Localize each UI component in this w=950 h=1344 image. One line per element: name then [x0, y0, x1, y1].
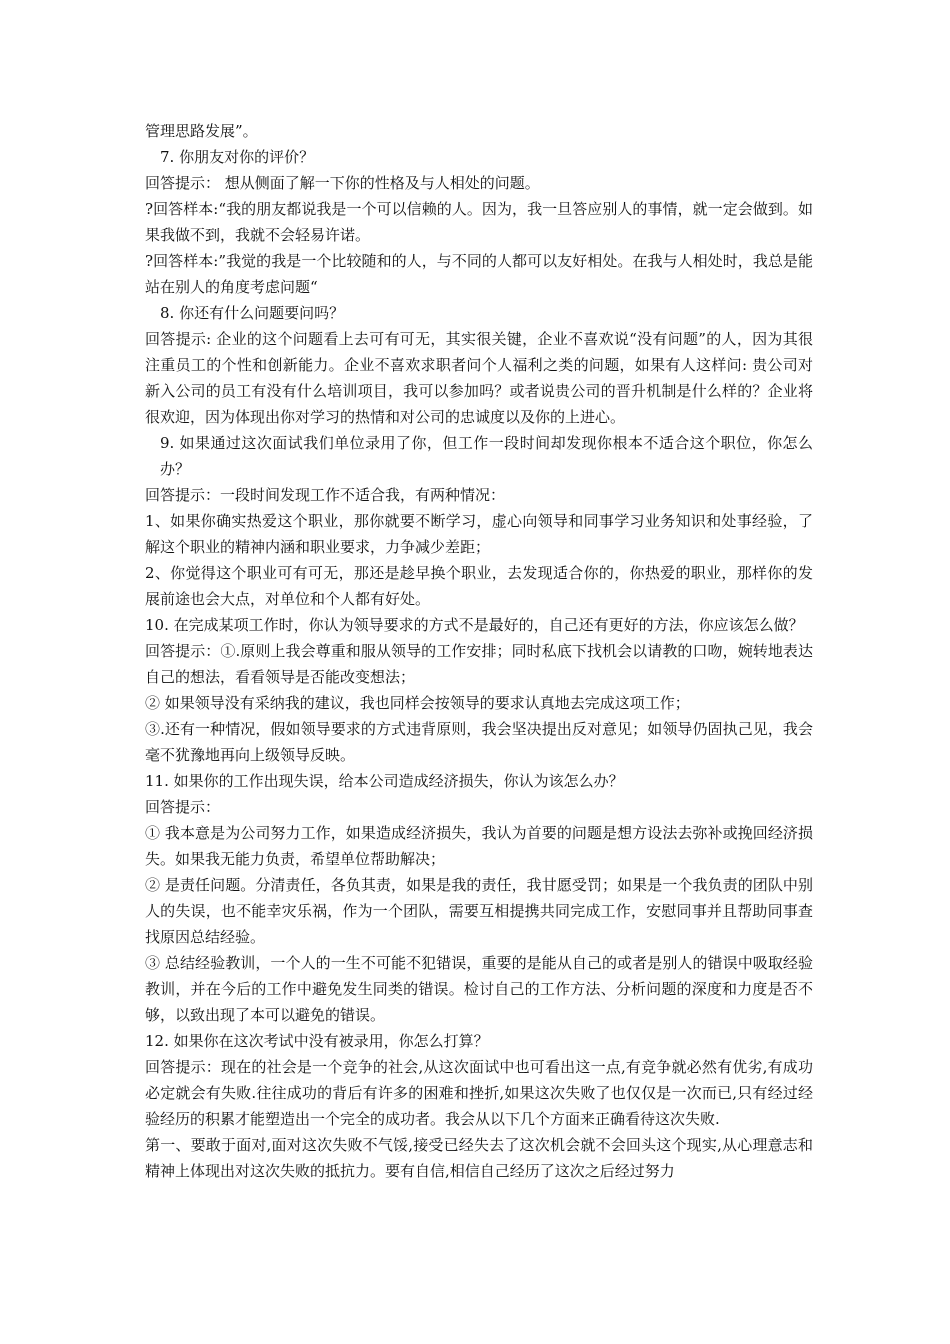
- document-page: [145, 118, 813, 1184]
- paragraph: ?回答样本:“我的朋友都说我是一个可以信赖的人。因为，我一旦答应别人的事情，就一定会做到。如果我做不到，我就不会轻易许诺。: [145, 200, 813, 244]
- paragraph: ① 我本意是为公司努力工作，如果造成经济损失，我认为首要的问题是想方设法去弥补或挽回经济损失。如果我无能力负责，希望单位帮助解决；: [145, 824, 813, 868]
- paragraph: ② 如果领导没有采纳我的建议，我也同样会按领导的要求认真地去完成这项工作；: [145, 694, 690, 712]
- paragraph: ② 是责任问题。分清责任，各负其责，如果是我的责任，我甘愿受罚；如果是一个我负责的团队中别人的失误，也不能幸灾乐祸，作为一个团队，需要互相提携共同完成工作，安慰同事并且帮助同事查找原因总结经验。: [145, 876, 813, 946]
- paragraph: 1、如果你确实热爱这个职业，那你就要不断学习，虚心向领导和同事学习业务知识和处事经验，了解这个职业的精神内涵和职业要求，力争减少差距；: [145, 512, 813, 556]
- question-heading: 9. 如果通过这次面试我们单位录用了你，但工作一段时间却发现你根本不适合这个职位，你怎么办？: [160, 434, 813, 478]
- paragraph: 管理思路发展”。: [145, 122, 258, 140]
- question-heading: 12. 如果你在这次考试中没有被录用，你怎么打算？: [145, 1032, 489, 1050]
- paragraph: 回答提示：: [145, 798, 221, 816]
- question-heading: 8. 你还有什么问题要问吗？: [160, 304, 345, 322]
- paragraph: ?回答样本:”我觉的我是一个比较随和的人，与不同的人都可以友好相处。在我与人相处时，我总是能站在别人的角度考虑问题“: [145, 252, 813, 296]
- paragraph: 2、你觉得这个职业可有可无，那还是趁早换个职业，去发现适合你的，你热爱的职业，那样你的发展前途也会大点，对单位和个人都有好处。: [145, 564, 813, 608]
- paragraph: 回答提示： 想从侧面了解一下你的性格及与人相处的问题。: [145, 174, 540, 192]
- paragraph: 回答提示：现在的社会是一个竞争的社会,从这次面试中也可看出这一点,有竞争就必然有优劣,有成功必定就会有失败.往往成功的背后有许多的困难和挫折,如果这次失败了也仅仅是一次而已,只有经过经验经历的积累才能塑造出一个完全的成功者。我会从以下几个方面来正确看待这次失败.: [145, 1058, 813, 1128]
- question-heading: 11. 如果你的工作出现失误，给本公司造成经济损失，你认为该怎么办？: [145, 772, 624, 790]
- paragraph: 第一、要敢于面对,面对这次失败不气馁,接受已经失去了这次机会就不会回头这个现实,从心理意志和精神上体现出对这次失败的抵抗力。要有自信,相信自己经历了这次之后经过努力: [145, 1136, 813, 1180]
- paragraph: ③.还有一种情况，假如领导要求的方式违背原则，我会坚决提出反对意见；如领导仍固执己见，我会毫不犹豫地再向上级领导反映。: [145, 720, 813, 764]
- question-heading: 10. 在完成某项工作时，你认为领导要求的方式不是最好的，自己还有更好的方法，你应该怎么做？: [145, 616, 804, 634]
- paragraph: 回答提示：①.原则上我会尊重和服从领导的工作安排；同时私底下找机会以请教的口吻，婉转地表达自己的想法，看看领导是否能改变想法；: [145, 642, 813, 686]
- paragraph: ③ 总结经验教训，一个人的一生不可能不犯错误，重要的是能从自己的或者是别人的错误中吸取经验教训，并在今后的工作中避免发生同类的错误。检讨自己的工作方法、分析问题的深度和力度是否不够，以致出现了本可以避免的错误。: [145, 954, 813, 1024]
- paragraph: 回答提示：一段时间发现工作不适合我，有两种情况：: [145, 486, 506, 504]
- paragraph: 回答提示: 企业的这个问题看上去可有可无，其实很关键，企业不喜欢说“没有问题”的人，因为其很注重员工的个性和创新能力。企业不喜欢求职者问个人福利之类的问题，如果有人这样问: 贵公司对新入公司的员工有没有什么培训项目，我可以参加吗？或者说贵公司的晋升机制是什么样的？企业将很欢迎，因为体现出你对学习的热情和对公司的忠诚度以及你的上进心。: [145, 330, 813, 426]
- question-heading: 7. 你朋友对你的评价？: [160, 148, 315, 166]
